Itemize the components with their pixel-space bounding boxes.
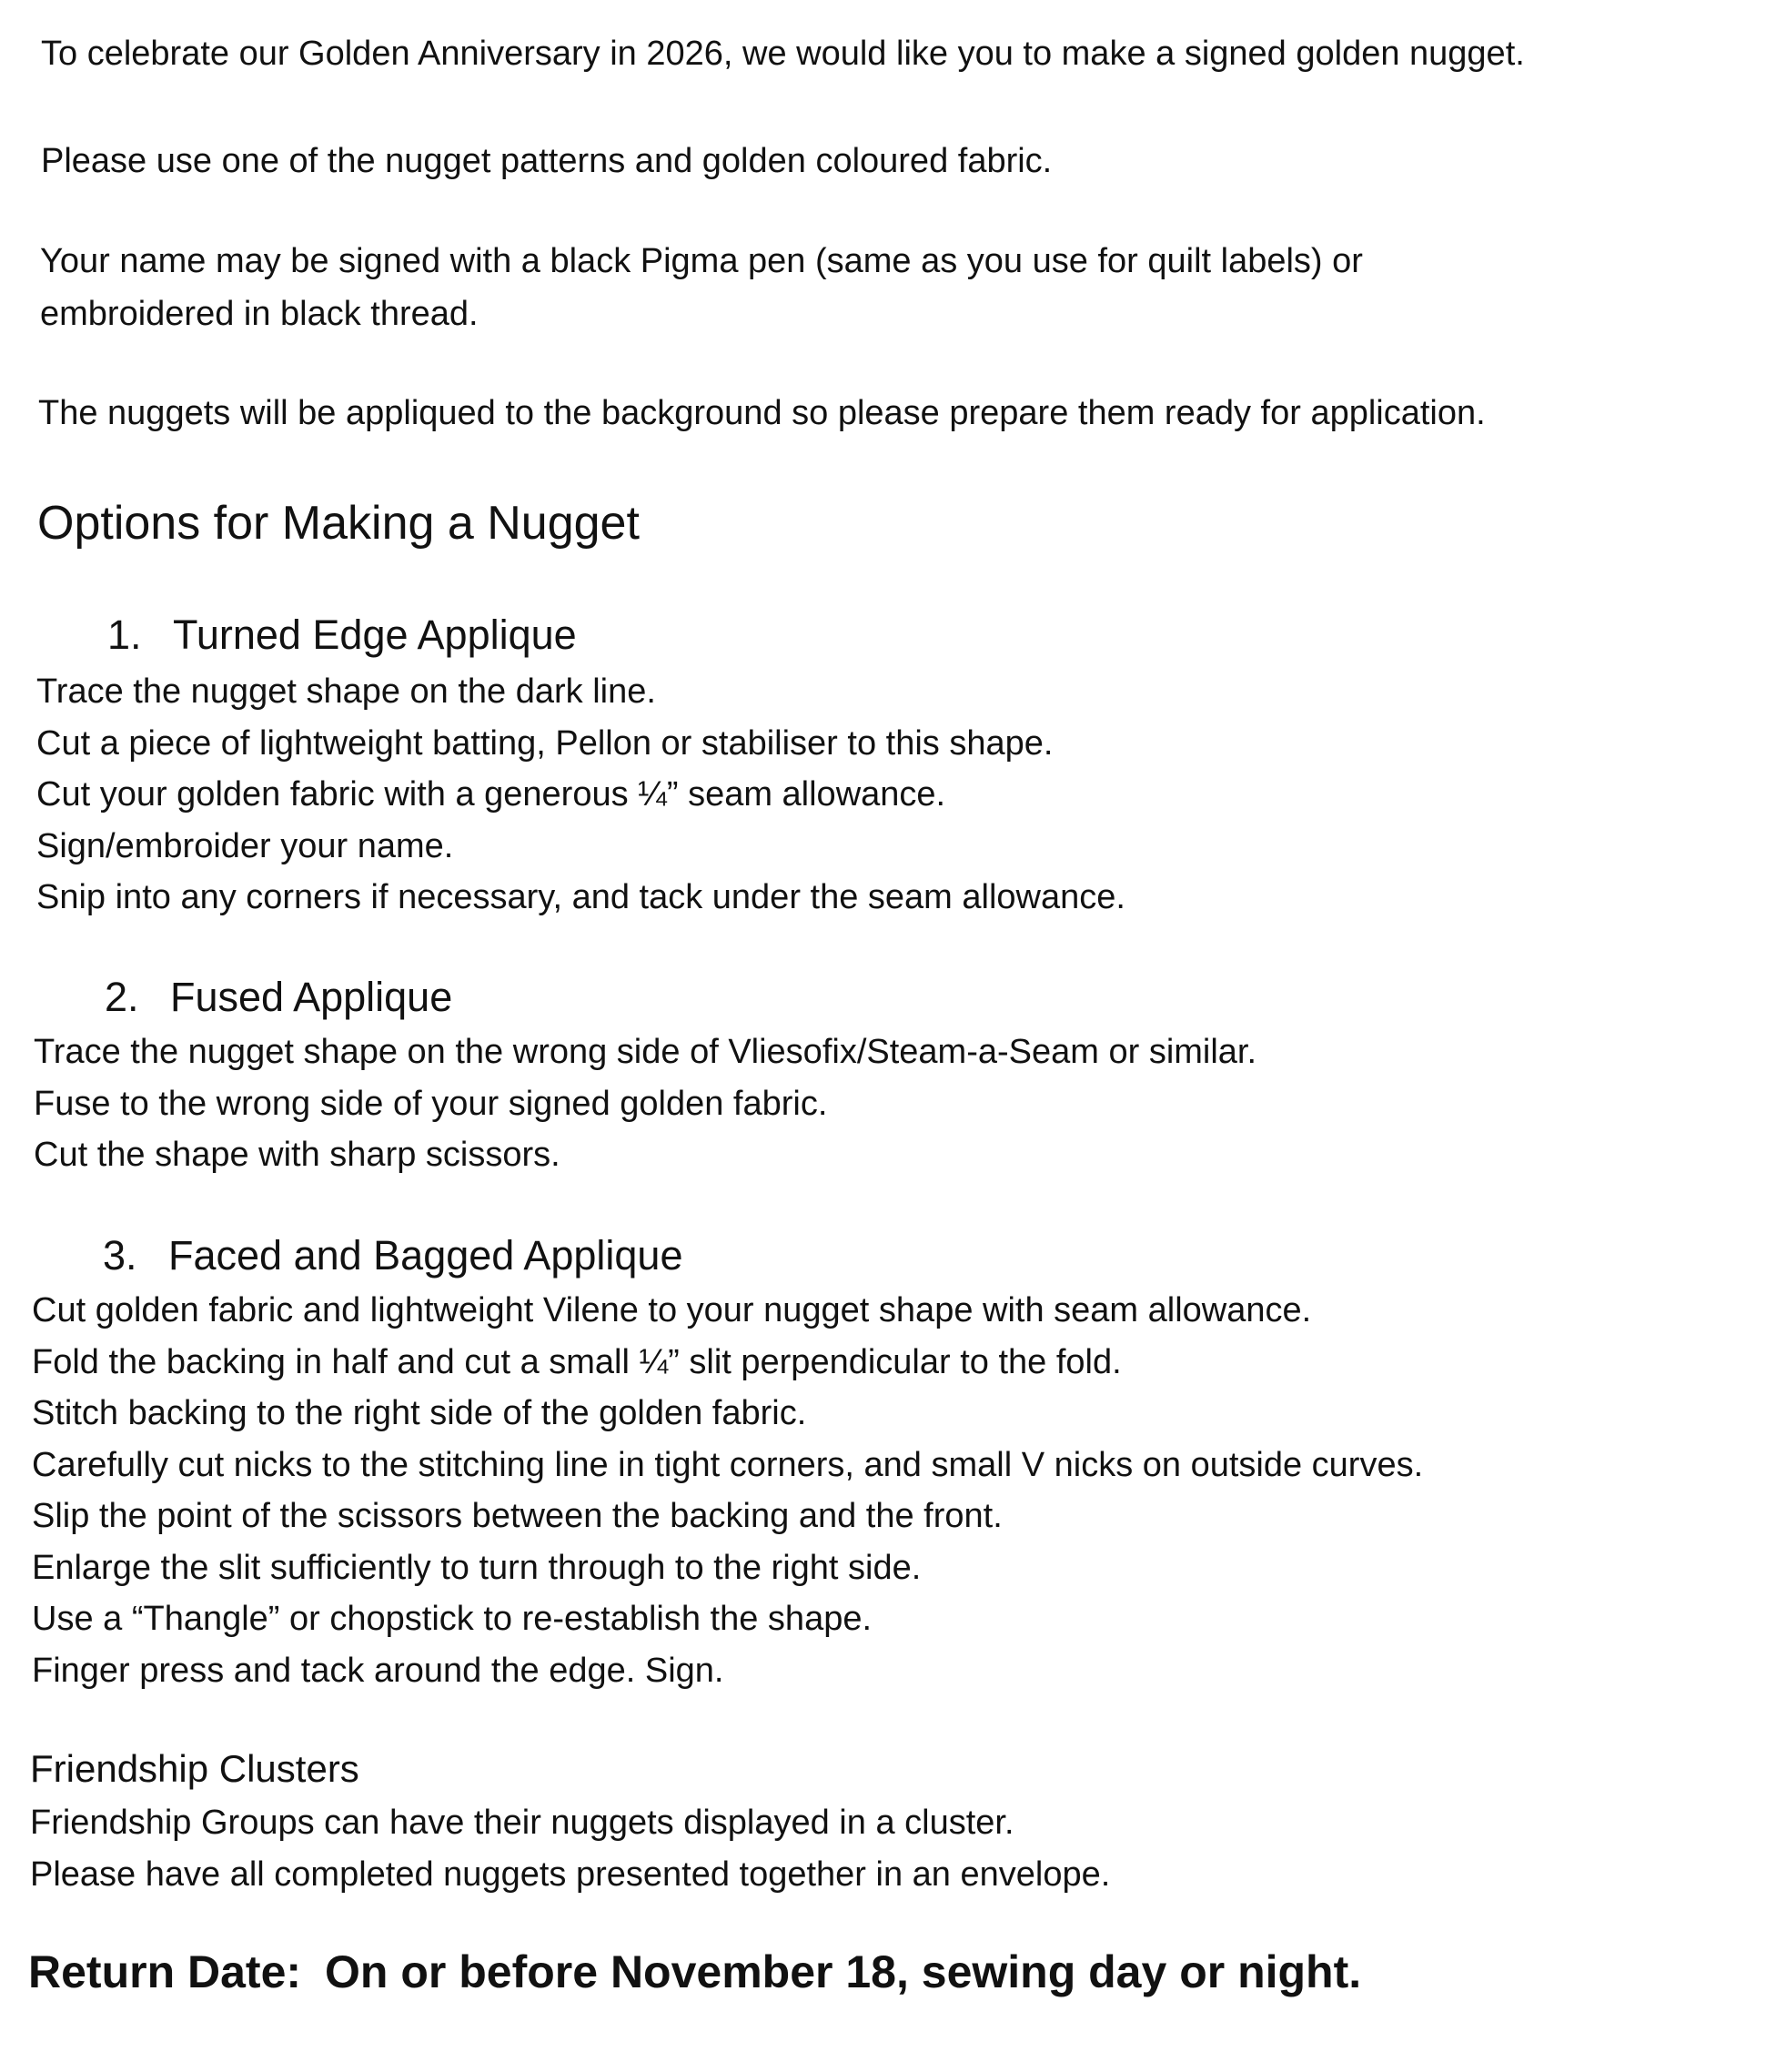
list-item: Enlarge the slit sufficiently to turn through to the right side. — [32, 1548, 922, 1587]
list-item: Fuse to the wrong side of your signed golden fabric. — [34, 1084, 828, 1123]
option-2-number: 2. — [105, 974, 139, 1020]
list-item: Cut your golden fabric with a generous ¼” seam allowance. — [36, 775, 946, 814]
list-item: Trace the nugget shape on the dark line. — [36, 672, 656, 711]
friendship-line-1: Friendship Groups can have their nuggets displayed in a cluster. — [30, 1804, 1014, 1842]
list-item: Slip the point of the scissors between the backing and the front. — [32, 1497, 1003, 1535]
option-1-steps — [36, 666, 1125, 924]
list-item: Use a “Thangle” or chopstick to re-establish the shape. — [32, 1600, 873, 1638]
option-3-title-text: Faced and Bagged Applique — [168, 1232, 683, 1279]
list-item: Cut a piece of lightweight batting, Pellon or stabiliser to this shape. — [36, 723, 1054, 763]
intro-paragraph-1: To celebrate our Golden Anniversary in 2026, we would like you to make a signed golden nugget. — [41, 35, 1525, 73]
option-1-title-text: Turned Edge Applique — [173, 611, 577, 658]
list-item: Cut the shape with sharp scissors. — [34, 1136, 560, 1174]
friendship-line-2: Please have all completed nuggets presented together in an envelope. — [30, 1855, 1111, 1894]
option-3-number: 3. — [103, 1232, 137, 1279]
option-2-title — [105, 970, 452, 1025]
return-date — [28, 1943, 1361, 2001]
intro-paragraph-4: The nuggets will be appliqued to the background so please prepare them ready for application. — [38, 394, 1486, 432]
option-1-number: 1. — [107, 611, 142, 658]
list-item: Stitch backing to the right side of the golden fabric. — [32, 1394, 807, 1432]
return-date-label: Return Date: — [28, 1946, 302, 1997]
list-item: Finger press and tack around the edge. Sign. — [32, 1651, 724, 1690]
intro-paragraph-3-line-1: Your name may be signed with a black Pigma pen (same as you use for quilt labels) or — [40, 242, 1363, 280]
list-item: Cut golden fabric and lightweight Vilene to your nugget shape with seam allowance. — [32, 1291, 1312, 1329]
intro-paragraph-2: Please use one of the nugget patterns and golden coloured fabric. — [41, 142, 1053, 180]
options-heading: Options for Making a Nugget — [37, 497, 640, 550]
option-3-steps — [32, 1285, 1423, 1696]
list-item: Fold the backing in half and cut a small ¼” slit perpendicular to the fold. — [32, 1342, 1122, 1381]
list-item: Snip into any corners if necessary, and tack under the seam allowance. — [36, 878, 1125, 916]
return-date-value: On or before November 18, sewing day or night. — [325, 1946, 1362, 1997]
option-2-title-text: Fused Applique — [170, 974, 453, 1020]
friendship-heading: Friendship Clusters — [30, 1747, 359, 1790]
list-item: Trace the nugget shape on the wrong side of Vliesofix/Steam-a-Seam or similar. — [34, 1033, 1257, 1071]
option-1-title — [107, 608, 577, 662]
option-3-title — [103, 1228, 682, 1283]
list-item: Carefully cut nicks to the stitching line in tight corners, and small V nicks on outside curves. — [32, 1445, 1424, 1484]
list-item: Sign/embroider your name. — [36, 826, 454, 865]
intro-paragraph-3-line-2: embroidered in black thread. — [40, 295, 479, 333]
option-2-steps — [34, 1026, 1256, 1181]
